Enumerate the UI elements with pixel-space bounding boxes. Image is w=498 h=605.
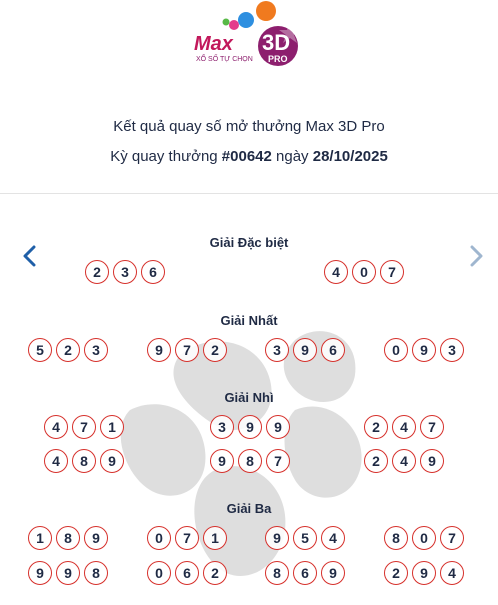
number-ball: 3 [84, 338, 108, 362]
number-ball: 9 [147, 338, 171, 362]
number-ball: 0 [147, 526, 171, 550]
number-group [28, 526, 108, 550]
number-ball: 5 [293, 526, 317, 550]
number-ball: 1 [28, 526, 52, 550]
number-ball: 9 [321, 561, 345, 585]
number-ball: 9 [293, 338, 317, 362]
prize-title-second: Giải Nhì [224, 390, 274, 405]
max3dpro-logo [190, 0, 306, 74]
number-ball: 7 [420, 415, 444, 439]
number-group [147, 338, 227, 362]
number-group [28, 561, 108, 585]
number-ball: 9 [100, 449, 124, 473]
number-ball: 5 [28, 338, 52, 362]
number-ball: 2 [203, 338, 227, 362]
number-ball: 0 [384, 338, 408, 362]
number-ball: 0 [412, 526, 436, 550]
number-ball: 7 [440, 526, 464, 550]
number-group [265, 338, 345, 362]
number-ball: 0 [147, 561, 171, 585]
number-group [324, 260, 404, 284]
number-group [210, 449, 290, 473]
number-ball: 2 [56, 338, 80, 362]
number-ball: 9 [210, 449, 234, 473]
number-ball: 1 [100, 415, 124, 439]
number-ball: 2 [85, 260, 109, 284]
svg-text:Max: Max [194, 33, 233, 55]
number-ball: 4 [392, 449, 416, 473]
svg-text:PRO: PRO [268, 54, 288, 64]
number-ball: 2 [364, 449, 388, 473]
number-ball: 9 [56, 561, 80, 585]
number-group [364, 415, 444, 439]
draw-date: 28/10/2025 [312, 148, 388, 165]
number-ball: 7 [266, 449, 290, 473]
number-group [147, 526, 227, 550]
number-group [364, 449, 444, 473]
prize-title-first: Giải Nhất [220, 313, 278, 328]
number-ball: 6 [293, 561, 317, 585]
draw-info: Kỳ quay thưởng #00642 ngày 28/10/2025 [110, 148, 388, 165]
number-group [265, 526, 345, 550]
number-ball: 9 [420, 449, 444, 473]
number-ball: 6 [175, 561, 199, 585]
number-ball: 6 [141, 260, 165, 284]
number-ball: 8 [265, 561, 289, 585]
number-ball: 4 [44, 449, 68, 473]
number-ball: 4 [392, 415, 416, 439]
number-ball: 4 [44, 415, 68, 439]
number-group [384, 338, 464, 362]
number-ball: 8 [238, 449, 262, 473]
number-ball: 4 [321, 526, 345, 550]
number-ball: 9 [412, 561, 436, 585]
number-group [265, 561, 345, 585]
prize-title-special: Giải Đặc biệt [209, 235, 289, 250]
svg-text:3D: 3D [262, 30, 291, 55]
number-group [44, 449, 124, 473]
number-ball: 0 [352, 260, 376, 284]
number-ball: 7 [380, 260, 404, 284]
number-ball: 2 [203, 561, 227, 585]
number-ball: 8 [84, 561, 108, 585]
number-ball: 9 [28, 561, 52, 585]
number-ball: 8 [56, 526, 80, 550]
number-group [384, 561, 464, 585]
number-ball: 2 [364, 415, 388, 439]
number-ball: 8 [384, 526, 408, 550]
number-ball: 3 [440, 338, 464, 362]
number-ball: 9 [266, 415, 290, 439]
number-group [147, 561, 227, 585]
number-ball: 3 [113, 260, 137, 284]
number-ball: 7 [175, 338, 199, 362]
number-ball: 9 [265, 526, 289, 550]
header-divider [0, 193, 498, 194]
number-group [210, 415, 290, 439]
svg-text:XỔ SỐ TỰ CHỌN: XỔ SỐ TỰ CHỌN [196, 56, 253, 63]
number-ball: 4 [440, 561, 464, 585]
number-ball: 9 [238, 415, 262, 439]
prize-title-third: Giải Ba [226, 501, 272, 516]
number-ball: 3 [210, 415, 234, 439]
number-group [28, 338, 108, 362]
draw-number: #00642 [221, 148, 272, 165]
number-group [85, 260, 165, 284]
number-ball: 2 [384, 561, 408, 585]
number-ball: 7 [72, 415, 96, 439]
number-ball: 9 [84, 526, 108, 550]
results-title: Kết quả quay số mở thưởng Max 3D Pro [113, 118, 385, 135]
number-ball: 7 [175, 526, 199, 550]
number-ball: 8 [72, 449, 96, 473]
number-ball: 6 [321, 338, 345, 362]
number-ball: 4 [324, 260, 348, 284]
number-ball: 9 [412, 338, 436, 362]
number-group [44, 415, 124, 439]
number-ball: 3 [265, 338, 289, 362]
number-ball: 1 [203, 526, 227, 550]
number-group [384, 526, 464, 550]
